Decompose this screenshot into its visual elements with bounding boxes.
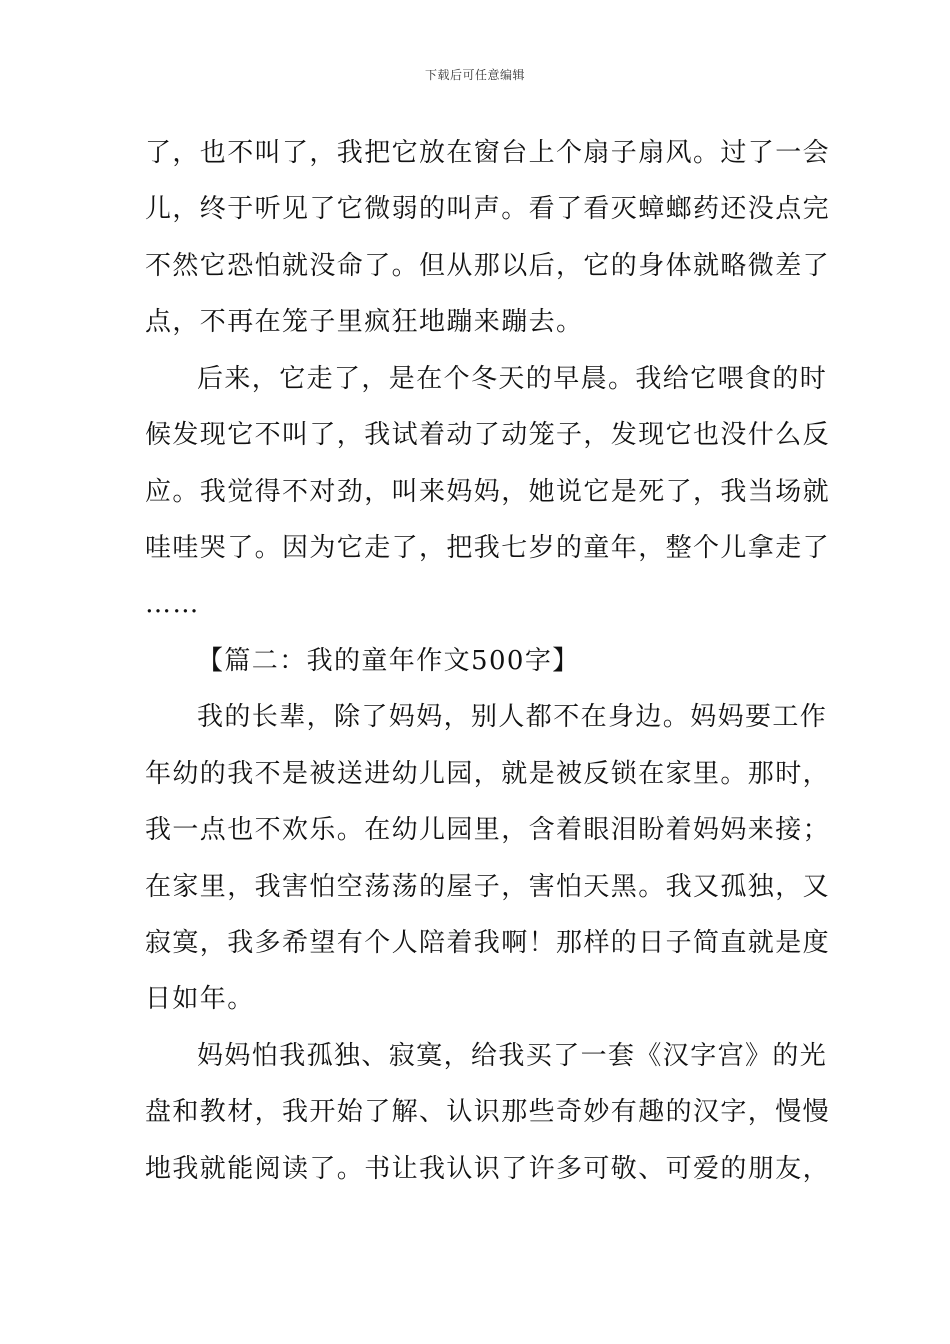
paragraph-line: 日如年。 [145,984,255,1014]
paragraph-line: 不然它恐怕就没命了。但从那以后，它的身体就略微差了 [145,251,831,281]
paragraph-line: 妈妈怕我孤独、寂寞，给我买了一套《汉字宫》的光 [197,1041,828,1071]
paragraph-line: 地我就能阅读了。书让我认识了许多可敬、可爱的朋友， [145,1154,831,1184]
section-heading: 【篇二：我的童年作文500字】 [197,646,580,676]
paragraph-line: 盘和教材，我开始了解、认识那些奇妙有趣的汉字，慢慢 [145,1097,831,1127]
paragraph-line: 了，也不叫了，我把它放在窗台上个扇子扇风。过了一会 [145,138,831,168]
paragraph-line: 寂寞，我多希望有个人陪着我啊！那样的日子简直就是度 [145,928,831,958]
paragraph-line: 应。我觉得不对劲，叫来妈妈，她说它是死了，我当场就 [145,477,831,507]
paragraph-line: …… [145,589,200,619]
paragraph-line: 哇哇哭了。因为它走了，把我七岁的童年，整个儿拿走了 [145,533,831,563]
paragraph-line: 点，不再在笼子里疯狂地蹦来蹦去。 [145,307,584,337]
paragraph-line: 在家里，我害怕空荡荡的屋子，害怕天黑。我又孤独，又 [145,872,831,902]
paragraph-line: 候发现它不叫了，我试着动了动笼子，发现它也没什么反 [145,420,831,450]
paragraph-line: 后来，它走了，是在个冬天的早晨。我给它喂食的时 [197,364,828,394]
paragraph-line: 我的长辈，除了妈妈，别人都不在身边。妈妈要工作 [197,702,828,732]
paragraph-line: 我一点也不欢乐。在幼儿园里，含着眼泪盼着妈妈来接； [145,815,831,845]
paragraph-line: 年幼的我不是被送进幼儿园，就是被反锁在家里。那时， [145,759,831,789]
paragraph-line: 儿，终于听见了它微弱的叫声。看了看灭蟑螂药还没点完 [145,194,831,224]
page-header: 下载后可任意编辑 [424,68,525,82]
